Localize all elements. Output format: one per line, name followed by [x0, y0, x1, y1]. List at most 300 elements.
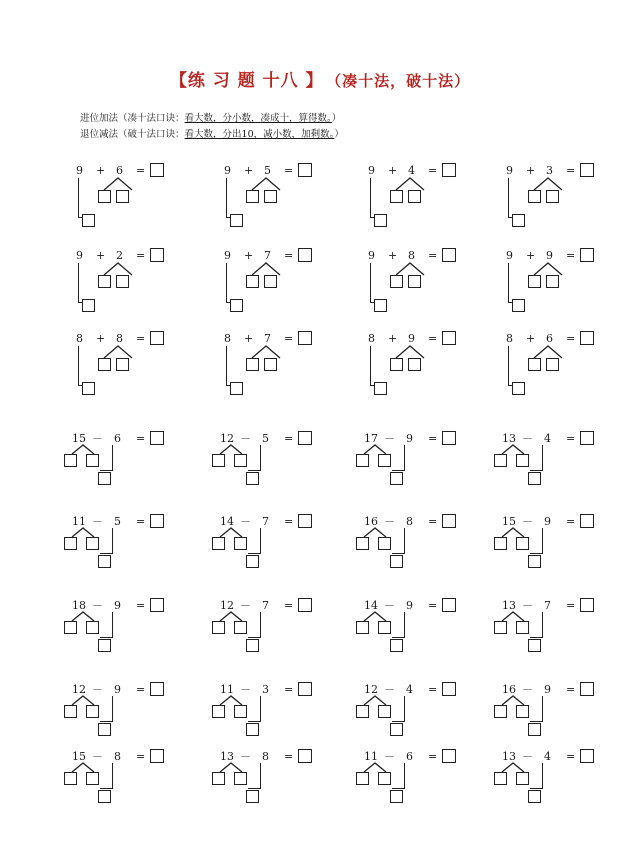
plus-sign: +	[526, 249, 536, 262]
split-box-left[interactable]	[64, 705, 77, 718]
addend-b: 2	[116, 249, 123, 262]
split-box-right[interactable]	[234, 621, 247, 634]
subtraction-problem	[212, 597, 332, 675]
split-branch	[364, 445, 386, 454]
split-box-right[interactable]	[408, 190, 421, 203]
subtrahend: 3	[262, 683, 269, 696]
split-box-left[interactable]	[98, 275, 111, 288]
equals-sign: =	[284, 332, 294, 345]
subtrahend: 9	[544, 515, 551, 528]
split-branch	[220, 445, 242, 454]
answer-box[interactable]	[150, 431, 164, 445]
addend-a: 8	[506, 332, 513, 345]
split-branch	[502, 763, 524, 772]
subtrahend: 4	[544, 750, 551, 763]
split-box-right[interactable]	[264, 190, 277, 203]
answer-box[interactable]	[298, 248, 312, 262]
subtrahend: 5	[114, 515, 121, 528]
minuend: 12	[220, 599, 234, 612]
split-branch	[220, 696, 242, 705]
split-box-left[interactable]	[494, 537, 507, 550]
addition-problem	[218, 162, 338, 240]
equals-sign: =	[284, 599, 294, 612]
equals-sign: =	[566, 164, 576, 177]
subtrahend: 7	[544, 599, 551, 612]
minuend: 13	[220, 750, 234, 763]
subtrahend: 9	[114, 683, 121, 696]
split-box-left[interactable]	[212, 621, 225, 634]
split-box-right[interactable]	[516, 537, 529, 550]
sum-part-box[interactable]	[374, 214, 387, 227]
minus-sign: －	[240, 515, 251, 528]
split-box-left[interactable]	[64, 621, 77, 634]
answer-box[interactable]	[442, 163, 456, 177]
split-box-right[interactable]	[408, 358, 421, 371]
connector-line	[112, 445, 113, 471]
split-box-right[interactable]	[234, 537, 247, 550]
split-box-right[interactable]	[86, 705, 99, 718]
addend-a: 9	[506, 164, 513, 177]
split-box-left[interactable]	[528, 190, 541, 203]
split-box-right[interactable]	[234, 705, 247, 718]
addend-a: 9	[368, 249, 375, 262]
split-box-right[interactable]	[408, 275, 421, 288]
equals-sign: =	[136, 249, 146, 262]
split-branch	[104, 346, 132, 358]
split-box-right[interactable]	[516, 454, 529, 467]
title-sub: （凑十法，破十法）	[333, 72, 471, 90]
equals-sign: =	[136, 164, 146, 177]
answer-box[interactable]	[580, 749, 594, 763]
split-box-left[interactable]	[212, 454, 225, 467]
split-box-right[interactable]	[378, 537, 391, 550]
minuend: 13	[502, 599, 516, 612]
answer-box[interactable]	[298, 682, 312, 696]
answer-box[interactable]	[580, 248, 594, 262]
worksheet-title	[0, 66, 640, 91]
diff-part-box[interactable]	[528, 790, 541, 803]
split-branch	[396, 263, 424, 275]
answer-box[interactable]	[298, 514, 312, 528]
rule-label: （破十法口诀：	[118, 129, 185, 140]
subtrahend: 6	[406, 750, 413, 763]
split-branch	[534, 178, 562, 190]
minus-sign: －	[522, 432, 533, 445]
subtrahend: 5	[262, 432, 269, 445]
connector-line	[226, 263, 227, 303]
answer-box[interactable]	[580, 331, 594, 345]
split-box-right[interactable]	[116, 275, 129, 288]
equals-sign: =	[566, 750, 576, 763]
equals-sign: =	[136, 332, 146, 345]
minus-sign: －	[522, 515, 533, 528]
plus-sign: +	[96, 164, 106, 177]
addend-a: 9	[76, 249, 83, 262]
sum-part-box[interactable]	[82, 382, 95, 395]
minus-sign: －	[522, 683, 533, 696]
answer-box[interactable]	[150, 248, 164, 262]
minus-sign: －	[240, 599, 251, 612]
split-box-left[interactable]	[356, 454, 369, 467]
rule-end: ）	[331, 113, 342, 124]
addition-problem	[218, 247, 338, 325]
sum-part-box[interactable]	[230, 214, 243, 227]
split-box-right[interactable]	[516, 705, 529, 718]
diff-part-box[interactable]	[390, 723, 403, 736]
diff-part-box[interactable]	[98, 472, 111, 485]
title-main: 【练 习 题 十八 】	[169, 71, 324, 91]
addition-problem	[500, 247, 620, 325]
split-box-right[interactable]	[264, 275, 277, 288]
subtrahend: 9	[406, 599, 413, 612]
diff-part-box[interactable]	[98, 555, 111, 568]
addend-b: 7	[264, 249, 271, 262]
split-box-right[interactable]	[86, 621, 99, 634]
equals-sign: =	[566, 432, 576, 445]
sum-part-box[interactable]	[82, 214, 95, 227]
equals-sign: =	[284, 750, 294, 763]
diff-part-box[interactable]	[246, 555, 259, 568]
answer-box[interactable]	[298, 749, 312, 763]
addend-b: 7	[264, 332, 271, 345]
connector-line	[542, 696, 543, 722]
split-box-right[interactable]	[86, 537, 99, 550]
equals-sign: =	[428, 683, 438, 696]
rule-name: 进位加法	[80, 113, 119, 124]
minus-sign: －	[384, 750, 395, 763]
sum-part-box[interactable]	[374, 299, 387, 312]
split-box-left[interactable]	[494, 705, 507, 718]
answer-box[interactable]	[150, 682, 164, 696]
answer-box[interactable]	[442, 331, 456, 345]
split-branch	[502, 445, 524, 454]
minus-sign: －	[240, 432, 251, 445]
diff-part-box[interactable]	[528, 555, 541, 568]
subtraction-problem	[356, 748, 476, 826]
rule-subtraction	[80, 127, 344, 143]
split-box-left[interactable]	[390, 358, 403, 371]
diff-part-box[interactable]	[98, 639, 111, 652]
split-box-left[interactable]	[494, 454, 507, 467]
addend-a: 9	[76, 164, 83, 177]
connector-line	[370, 178, 371, 218]
answer-box[interactable]	[580, 682, 594, 696]
split-box-right[interactable]	[86, 772, 99, 785]
rule-label: （凑十法口诀：	[118, 113, 185, 124]
split-box-right[interactable]	[116, 358, 129, 371]
addition-problem	[500, 162, 620, 240]
plus-sign: +	[244, 332, 254, 345]
addition-problem	[70, 330, 190, 408]
subtrahend: 8	[262, 750, 269, 763]
subtrahend: 8	[114, 750, 121, 763]
plus-sign: +	[244, 249, 254, 262]
addend-a: 8	[76, 332, 83, 345]
diff-part-box[interactable]	[98, 790, 111, 803]
connector-line	[542, 445, 543, 471]
subtrahend: 8	[406, 515, 413, 528]
connector-line	[226, 346, 227, 386]
split-box-right[interactable]	[116, 190, 129, 203]
minuend: 13	[502, 750, 516, 763]
equals-sign: =	[136, 432, 146, 445]
sum-part-box[interactable]	[82, 299, 95, 312]
split-box-right[interactable]	[378, 705, 391, 718]
subtrahend: 9	[544, 683, 551, 696]
answer-box[interactable]	[150, 598, 164, 612]
minus-sign: －	[92, 432, 103, 445]
sum-part-box[interactable]	[374, 382, 387, 395]
addend-a: 9	[368, 164, 375, 177]
diff-part-box[interactable]	[390, 790, 403, 803]
sum-part-box[interactable]	[512, 214, 525, 227]
split-box-right[interactable]	[516, 621, 529, 634]
split-box-left[interactable]	[356, 705, 369, 718]
diff-part-box[interactable]	[528, 472, 541, 485]
plus-sign: +	[388, 249, 398, 262]
answer-box[interactable]	[580, 163, 594, 177]
sum-part-box[interactable]	[512, 382, 525, 395]
split-box-left[interactable]	[494, 772, 507, 785]
answer-box[interactable]	[580, 431, 594, 445]
minuend: 16	[364, 515, 378, 528]
equals-sign: =	[284, 249, 294, 262]
minuend: 15	[502, 515, 516, 528]
plus-sign: +	[96, 249, 106, 262]
split-box-left[interactable]	[212, 705, 225, 718]
equals-sign: =	[284, 164, 294, 177]
diff-part-box[interactable]	[528, 723, 541, 736]
minus-sign: －	[384, 599, 395, 612]
answer-box[interactable]	[442, 514, 456, 528]
addend-a: 9	[224, 164, 231, 177]
connector-line	[78, 263, 79, 303]
split-branch	[364, 763, 386, 772]
answer-box[interactable]	[442, 431, 456, 445]
split-branch	[364, 696, 386, 705]
minus-sign: －	[522, 599, 533, 612]
sum-part-box[interactable]	[230, 382, 243, 395]
addition-problem	[500, 330, 620, 408]
minus-sign: －	[92, 515, 103, 528]
minuend: 11	[72, 515, 86, 528]
equals-sign: =	[566, 515, 576, 528]
split-branch	[396, 178, 424, 190]
split-box-left[interactable]	[212, 772, 225, 785]
minuend: 12	[364, 683, 378, 696]
addition-problem	[70, 247, 190, 325]
minuend: 15	[72, 432, 86, 445]
rule-text: 看大数，分出10，减小数，加剩数。	[184, 129, 335, 140]
split-branch	[364, 612, 386, 621]
equals-sign: =	[566, 249, 576, 262]
subtraction-problem	[64, 748, 184, 826]
answer-box[interactable]	[442, 248, 456, 262]
split-branch	[104, 178, 132, 190]
equals-sign: =	[428, 164, 438, 177]
answer-box[interactable]	[442, 598, 456, 612]
split-branch	[502, 612, 524, 621]
equals-sign: =	[428, 599, 438, 612]
split-box-left[interactable]	[356, 537, 369, 550]
minus-sign: －	[92, 599, 103, 612]
addend-b: 9	[408, 332, 415, 345]
subtraction-problem	[356, 513, 476, 591]
equals-sign: =	[284, 432, 294, 445]
split-branch	[252, 346, 280, 358]
addend-a: 8	[368, 332, 375, 345]
addend-b: 6	[546, 332, 553, 345]
split-box-right[interactable]	[516, 772, 529, 785]
subtraction-problem	[64, 430, 184, 508]
diff-part-box[interactable]	[246, 790, 259, 803]
split-branch	[72, 612, 94, 621]
connector-line	[508, 263, 509, 303]
split-box-left[interactable]	[246, 358, 259, 371]
answer-box[interactable]	[298, 598, 312, 612]
split-branch	[534, 346, 562, 358]
diff-part-box[interactable]	[246, 472, 259, 485]
split-box-right[interactable]	[546, 275, 559, 288]
split-branch	[72, 528, 94, 537]
split-box-left[interactable]	[212, 537, 225, 550]
split-branch	[220, 528, 242, 537]
split-box-left[interactable]	[64, 454, 77, 467]
split-box-left[interactable]	[390, 190, 403, 203]
connector-line	[542, 612, 543, 638]
equals-sign: =	[566, 683, 576, 696]
sum-part-box[interactable]	[230, 299, 243, 312]
plus-sign: +	[526, 332, 536, 345]
subtrahend: 9	[406, 432, 413, 445]
split-box-right[interactable]	[86, 454, 99, 467]
split-box-right[interactable]	[264, 358, 277, 371]
split-box-left[interactable]	[64, 772, 77, 785]
addend-a: 8	[224, 332, 231, 345]
diff-part-box[interactable]	[246, 639, 259, 652]
split-box-right[interactable]	[378, 621, 391, 634]
rule-text: 看大数，分小数，凑成十，算得数。	[184, 113, 332, 124]
connector-line	[112, 696, 113, 722]
subtraction-problem	[356, 597, 476, 675]
answer-box[interactable]	[150, 514, 164, 528]
subtraction-problem	[64, 597, 184, 675]
subtrahend: 9	[114, 599, 121, 612]
split-box-left[interactable]	[528, 275, 541, 288]
equals-sign: =	[428, 332, 438, 345]
split-box-left[interactable]	[246, 190, 259, 203]
split-box-left[interactable]	[390, 275, 403, 288]
minus-sign: －	[384, 432, 395, 445]
addend-b: 4	[408, 164, 415, 177]
split-box-left[interactable]	[98, 358, 111, 371]
equals-sign: =	[428, 515, 438, 528]
connector-line	[542, 528, 543, 554]
subtraction-problem	[212, 748, 332, 826]
diff-part-box[interactable]	[528, 639, 541, 652]
answer-box[interactable]	[442, 749, 456, 763]
answer-box[interactable]	[150, 749, 164, 763]
split-branch	[72, 445, 94, 454]
split-box-left[interactable]	[494, 621, 507, 634]
answer-box[interactable]	[150, 331, 164, 345]
connector-line	[112, 528, 113, 554]
subtraction-problem	[64, 513, 184, 591]
split-box-right[interactable]	[378, 454, 391, 467]
split-box-left[interactable]	[246, 275, 259, 288]
rule-end: ）	[334, 129, 344, 140]
plus-sign: +	[526, 164, 536, 177]
subtraction-problem	[212, 513, 332, 591]
connector-line	[112, 763, 113, 789]
connector-line	[404, 612, 405, 638]
split-box-right[interactable]	[234, 772, 247, 785]
equals-sign: =	[136, 750, 146, 763]
addend-a: 9	[224, 249, 231, 262]
answer-box[interactable]	[442, 682, 456, 696]
split-box-left[interactable]	[98, 190, 111, 203]
split-box-left[interactable]	[356, 621, 369, 634]
subtraction-problem	[494, 597, 614, 675]
minus-sign: －	[240, 683, 251, 696]
subtrahend: 6	[114, 432, 121, 445]
split-box-right[interactable]	[546, 190, 559, 203]
diff-part-box[interactable]	[98, 723, 111, 736]
addition-problem	[362, 247, 482, 325]
minuend: 17	[364, 432, 378, 445]
split-branch	[502, 528, 524, 537]
minuend: 13	[502, 432, 516, 445]
minuend: 16	[502, 683, 516, 696]
equals-sign: =	[566, 332, 576, 345]
diff-part-box[interactable]	[390, 639, 403, 652]
connector-line	[508, 178, 509, 218]
answer-box[interactable]	[150, 163, 164, 177]
diff-part-box[interactable]	[246, 723, 259, 736]
diff-part-box[interactable]	[390, 472, 403, 485]
connector-line	[404, 696, 405, 722]
connector-line	[370, 263, 371, 303]
split-box-right[interactable]	[378, 772, 391, 785]
minuend: 14	[364, 599, 378, 612]
answer-box[interactable]	[580, 598, 594, 612]
connector-line	[542, 763, 543, 789]
minus-sign: －	[384, 683, 395, 696]
answer-box[interactable]	[298, 163, 312, 177]
addend-a: 9	[506, 249, 513, 262]
equals-sign: =	[136, 683, 146, 696]
split-box-left[interactable]	[64, 537, 77, 550]
answer-box[interactable]	[298, 331, 312, 345]
equals-sign: =	[284, 683, 294, 696]
answer-box[interactable]	[580, 514, 594, 528]
sum-part-box[interactable]	[512, 299, 525, 312]
split-box-left[interactable]	[356, 772, 369, 785]
subtraction-problem	[494, 430, 614, 508]
split-box-right[interactable]	[546, 358, 559, 371]
answer-box[interactable]	[298, 431, 312, 445]
split-box-left[interactable]	[528, 358, 541, 371]
subtraction-problem	[494, 513, 614, 591]
minuend: 15	[72, 750, 86, 763]
minus-sign: －	[92, 683, 103, 696]
equals-sign: =	[428, 249, 438, 262]
plus-sign: +	[388, 164, 398, 177]
diff-part-box[interactable]	[390, 555, 403, 568]
minus-sign: －	[522, 750, 533, 763]
split-box-right[interactable]	[234, 454, 247, 467]
equals-sign: =	[284, 515, 294, 528]
